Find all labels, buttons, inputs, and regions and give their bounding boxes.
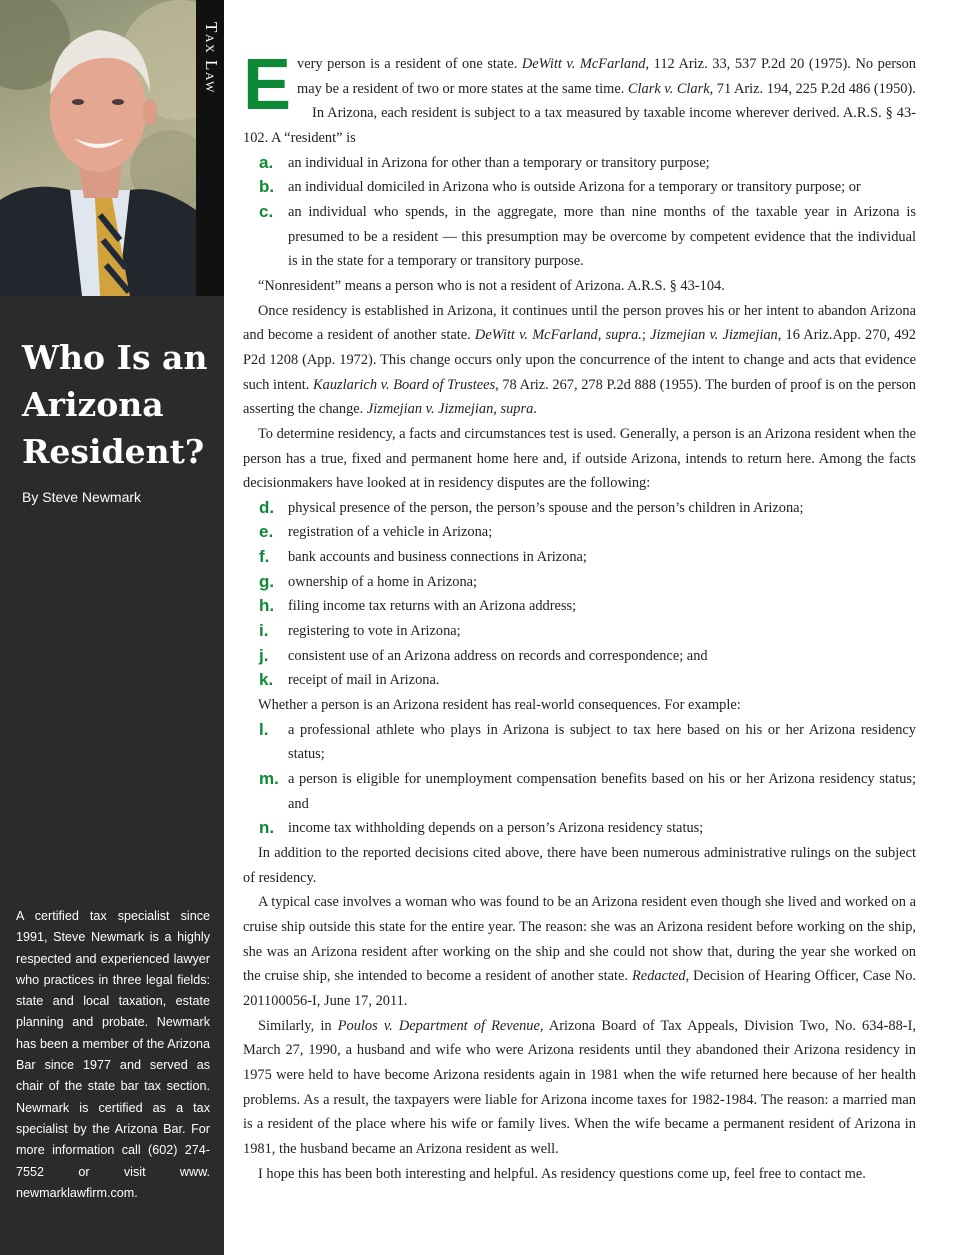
list-text: filing income tax returns with an Arizona address;	[288, 598, 577, 615]
list-letter: c.	[259, 201, 274, 221]
list-letter: k.	[259, 670, 274, 690]
list-letter: b.	[259, 177, 275, 197]
list-item	[243, 767, 916, 816]
list-letter: h.	[259, 596, 275, 616]
list-item	[243, 570, 916, 595]
paragraph: Whether a person is an Arizona resident has real-world consequences. For example:	[258, 697, 741, 714]
residency-factors-list	[243, 496, 916, 693]
paragraph	[243, 299, 916, 422]
list-item	[243, 718, 916, 767]
article-title	[22, 334, 212, 475]
list-text: income tax withholding depends on a person’s Arizona residency status;	[288, 820, 704, 837]
article-body	[243, 45, 917, 1186]
list-text: ownership of a home in Arizona;	[288, 573, 478, 590]
list-letter: d.	[259, 497, 275, 517]
text-run: Once residency is established in Arizona, it continues until the person proves his or her intent to abandon Arizona and become a resident of another state.	[243, 302, 916, 344]
list-text: an individual domiciled in Arizona who is outside Arizona for a temporary or transitory purpose; or	[288, 179, 861, 196]
paragraph-intro	[243, 45, 917, 125]
list-letter: e.	[259, 522, 274, 542]
byline: By Steve Newmark	[22, 489, 142, 505]
paragraph-closing: I hope this has been both interesting and helpful. As residency questions come up, feel free to contact me.	[258, 1165, 866, 1182]
resident-definition-list	[243, 151, 916, 274]
list-letter: n.	[259, 818, 275, 838]
list-item	[243, 200, 916, 274]
list-letter: f.	[259, 547, 270, 567]
case-citation: Redacted	[632, 968, 686, 985]
case-citation: DeWitt v. McFarland, supra.	[474, 327, 642, 344]
list-letter: j.	[259, 645, 269, 665]
list-item	[243, 668, 916, 693]
case-citation: Kauzlarich v. Board of Trustees	[313, 376, 496, 393]
list-letter: g.	[259, 571, 275, 591]
list-text: consistent use of an Arizona address on records and correspondence; and	[288, 647, 708, 664]
text-run: , 16 Ariz.App. 270, 492 P2d 1208 (App. 1972). This change occurs only upon the concurrence of the intent to change and acts that evidence such intent.	[243, 327, 916, 393]
list-item	[243, 594, 916, 619]
list-item	[243, 619, 916, 644]
paragraph: To determine residency, a facts and circumstances test is used. Generally, a person is an Arizona resident when the person has a true, fixed and permanent home here and, if outside Arizona, intends to return here. Among the facts decisionmakers have looked at in residency disputes are the following:	[243, 425, 916, 492]
list-letter: a.	[259, 152, 274, 172]
list-item	[243, 175, 916, 200]
list-text: a person is eligible for unemployment compensation benefits based on his or her Arizona residency status; and	[288, 771, 916, 812]
list-item	[243, 545, 916, 570]
text-run: very person is a resident of one state.	[297, 56, 522, 72]
paragraph	[243, 890, 916, 1013]
list-item	[243, 644, 916, 669]
text-run: , 71 Ariz. 194, 225 P.2d 486 (1950).	[709, 80, 916, 97]
author-bio: A certified tax specialist since 1991, Steve Newmark is a highly respected and experienced lawyer who practices in three legal fields: state and local taxation, estate planning and probate. Newmark has been a member of the Arizona Bar since 1977 and served as chair of the state bar tax section. Newmark is certified as a tax specialist by the Arizona Bar. For more information call (602) 274-7552 or visit www. newmarklawfirm.com.	[16, 909, 210, 1200]
author-photo	[0, 0, 196, 296]
list-item	[243, 520, 916, 545]
list-text: registering to vote in Arizona;	[288, 623, 461, 640]
text-run: , 112 Ariz. 33, 537 P.2d 20 (1975). No person may be a resident of two or more states at the same time.	[297, 56, 917, 97]
case-citation: DeWitt v. McFarland	[521, 56, 646, 72]
text-run: ;	[641, 327, 651, 344]
text-run: , Arizona Board of Tax Appeals, Division Two, No. 634-88-I, March 27, 1990, a husband and wife who were Arizona residents until they abandoned their Arizona residency in 1975 were held to have become Arizona residents again in 1981 when the wife returned here because of her health problems. As a result, the taxpayers were liable for Arizona income taxes for 1982-1984. The reason: a married man is a resident of the place where his wife or family lives. When the wife became a permanent resident of Arizona in 1981, the husband became an Arizona resident as well.	[243, 1017, 916, 1157]
title-line: Arizona	[22, 385, 164, 424]
list-text: receipt of mail in Arizona.	[288, 672, 440, 689]
paragraph: “Nonresident” means a person who is not a resident of Arizona. A.R.S. § 43-104.	[258, 277, 725, 294]
list-text: an individual in Arizona for other than a temporary or transitory purpose;	[288, 154, 710, 171]
text-run: A typical case involves a woman who was found to be an Arizona resident even though she lived and worked on a cruise ship outside this state for the entire year. The reason: she was an Arizona resident before working on the ship, she was an Arizona resident after working on the ship and she could not show that, during the year she worked on the cruise ship, she intended to become a resident of another state.	[243, 894, 916, 985]
case-citation: Jizmejian v. Jizmejian	[650, 327, 778, 344]
drop-cap: E	[243, 45, 292, 125]
title-line: Resident?	[22, 432, 205, 471]
paragraph: In Arizona, each resident is subject to a tax measured by taxable income wherever derived. A.R.S. § 43-102. A “resident” is	[243, 105, 916, 146]
consequences-list	[243, 718, 916, 841]
list-text: physical presence of the person, the person’s spouse and the person’s children in Arizona;	[288, 499, 804, 516]
text-run: Similarly, in	[258, 1017, 338, 1034]
list-item	[243, 816, 916, 841]
title-line: Who Is an	[22, 338, 208, 377]
list-item	[243, 496, 916, 521]
list-letter: l.	[259, 719, 269, 739]
paragraph	[243, 1014, 916, 1162]
author-portrait-image	[0, 0, 196, 296]
case-citation: Jizmejian v. Jizmejian, supra	[366, 401, 534, 418]
list-text: bank accounts and business connections in Arizona;	[288, 549, 587, 566]
paragraph: In addition to the reported decisions cited above, there have been numerous administrative rulings on the subject of residency.	[243, 845, 916, 886]
list-text: an individual who spends, in the aggregate, more than nine months of the taxable year in Arizona is presumed to be a resident — this presumption may be overcome by competent evidence that the individual is in the state for a temporary or transitory purpose.	[288, 203, 916, 270]
list-text: a professional athlete who plays in Arizona is subject to tax here based on his or her Arizona residency status;	[288, 721, 916, 763]
list-letter: i.	[259, 621, 269, 641]
case-citation: Poulos v. Department of Revenue	[337, 1017, 540, 1034]
list-text: registration of a vehicle in Arizona;	[288, 524, 493, 541]
sidebar	[0, 0, 224, 1255]
section-label: Tax Law	[202, 22, 221, 94]
case-citation: Clark v. Clark	[627, 80, 710, 97]
text-run: .	[533, 401, 537, 418]
list-item	[243, 151, 916, 176]
list-letter: m.	[259, 769, 279, 789]
text-run: , Decision of Hearing Officer, Case No. 201100056-I, June 17, 2011.	[243, 968, 916, 1009]
text-run: , 78 Ariz. 267, 278 P.2d 888 (1955). The burden of proof is on the person asserting the change.	[243, 376, 916, 418]
